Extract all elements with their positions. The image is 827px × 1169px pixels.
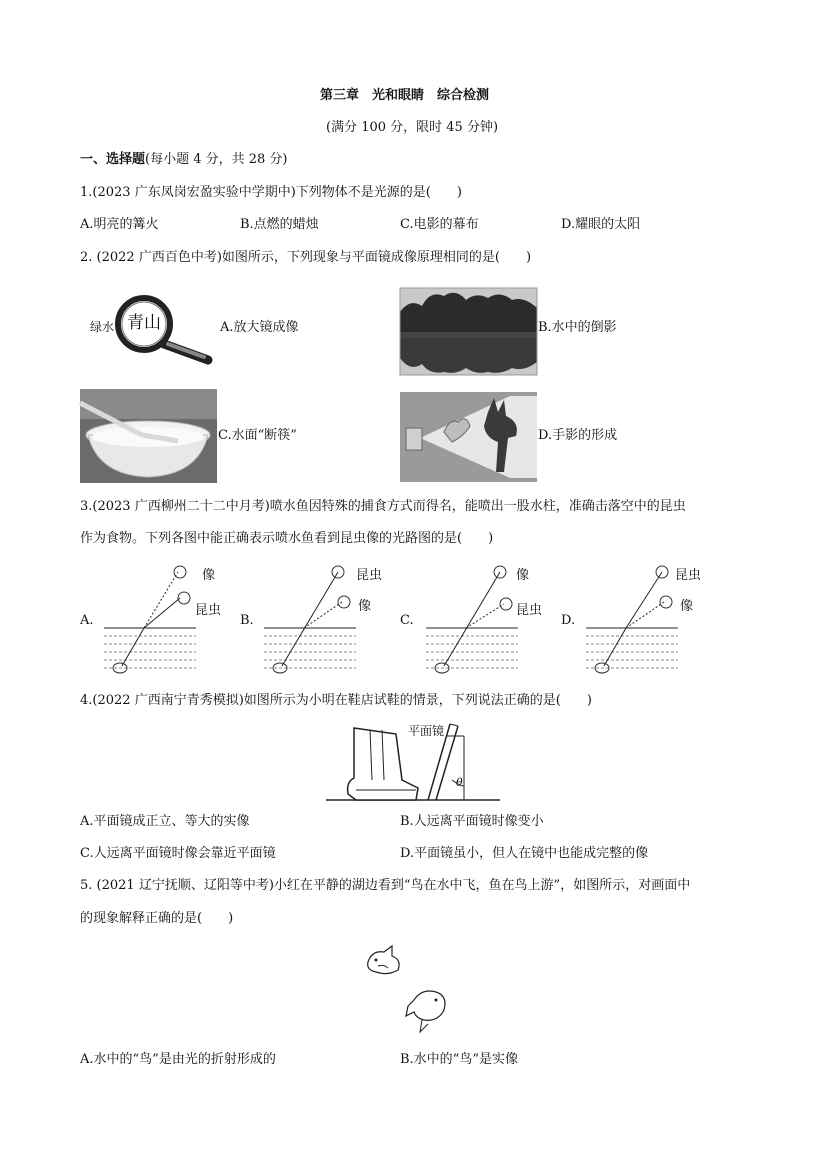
q3-b-label-image: 像 — [358, 599, 372, 614]
q3-c-label-image: 像 — [516, 568, 530, 583]
q5-stem-line2: 的现象解释正确的是( ) — [80, 911, 234, 926]
q1-option-d: D.耀眼的太阳 — [561, 217, 641, 232]
q2-stem: 2. (2022 广西百色中考)如图所示，下列现象与平面镜成像原理相同的是( ) — [80, 250, 532, 265]
q3-b-label-insect: 昆虫 — [356, 568, 383, 583]
q3-option-a: A. — [80, 613, 94, 628]
page-subtitle: (满分 100 分，限时 45 分钟) — [326, 120, 499, 135]
q4-stem: 4.(2022 广西南宁青秀模拟)如图所示为小明在鞋店试鞋的情景，下列说法正确的是( ) — [80, 693, 592, 708]
q3-a-label-insect: 昆虫 — [195, 603, 222, 618]
q1-option-c: C.电影的幕布 — [400, 217, 479, 232]
q2-option-c: C.水面“断筷” — [218, 428, 297, 443]
q2-option-b: B.水中的倒影 — [538, 320, 617, 335]
q1-option-a: A.明亮的篝火 — [80, 217, 159, 232]
q3-d-label-image: 像 — [680, 599, 694, 614]
q2-fig-a-text-small: 绿水 — [90, 320, 115, 334]
q5-option-a: A.水中的“鸟”是由光的折射形成的 — [80, 1052, 276, 1067]
q5-option-b: B.水中的“鸟”是实像 — [400, 1052, 518, 1067]
q4-option-d: D.平面镜虽小，但人在镜中也能成完整的像 — [400, 846, 649, 861]
q3-d-label-insect: 昆虫 — [675, 568, 702, 583]
q2-option-a: A.放大镜成像 — [220, 320, 299, 335]
bowl-chopstick-image — [80, 389, 217, 483]
q3-option-c: C. — [400, 613, 414, 628]
bird-fish-figure — [362, 942, 452, 1036]
section-heading-label: 一、选择题 — [80, 152, 146, 167]
q5-stem-line1: 5. (2021 辽宁抚顺、辽阳等中考)小红在平静的湖边看到“鸟在水中飞，鱼在鸟上游”，如图所示，对画面中 — [80, 878, 691, 893]
page-title: 第三章 光和眼睛 综合检测 — [320, 88, 490, 103]
q2-fig-a-text-large: 青山 — [127, 313, 161, 333]
section-heading-note: (每小题 4 分，共 28 分) — [145, 152, 288, 167]
q4-mirror-label: 平面镜 — [408, 724, 445, 738]
q3-option-b: B. — [240, 613, 254, 628]
q3-a-label-image: 像 — [202, 568, 216, 583]
q4-angle-label: θ — [456, 776, 463, 789]
q1-stem: 1.(2023 广东凤岗宏盈实验中学期中)下列物体不是光源的是( ) — [80, 185, 462, 200]
hand-shadow-image — [400, 392, 537, 482]
q4-option-b: B.人远离平面镜时像变小 — [400, 814, 544, 829]
q1-option-b: B.点燃的蜡烛 — [240, 217, 319, 232]
q4-option-c: C.人远离平面镜时像会靠近平面镜 — [80, 846, 276, 861]
q3-option-d: D. — [561, 613, 576, 628]
q3-stem-line1: 3.(2023 广西柳州二十二中月考)喷水鱼因特殊的捕食方式而得名，能喷出一股水柱，准确击落空中的昆虫 — [80, 499, 686, 514]
section-heading — [80, 151, 288, 169]
water-reflection-image — [400, 288, 537, 375]
q3-stem-line2: 作为食物。下列各图中能正确表示喷水鱼看到昆虫像的光路图的是( ) — [80, 531, 494, 546]
q3-c-label-insect: 昆虫 — [516, 603, 543, 618]
q4-option-a: A.平面镜成正立、等大的实像 — [80, 814, 250, 829]
q2-option-d: D.手影的形成 — [538, 428, 618, 443]
